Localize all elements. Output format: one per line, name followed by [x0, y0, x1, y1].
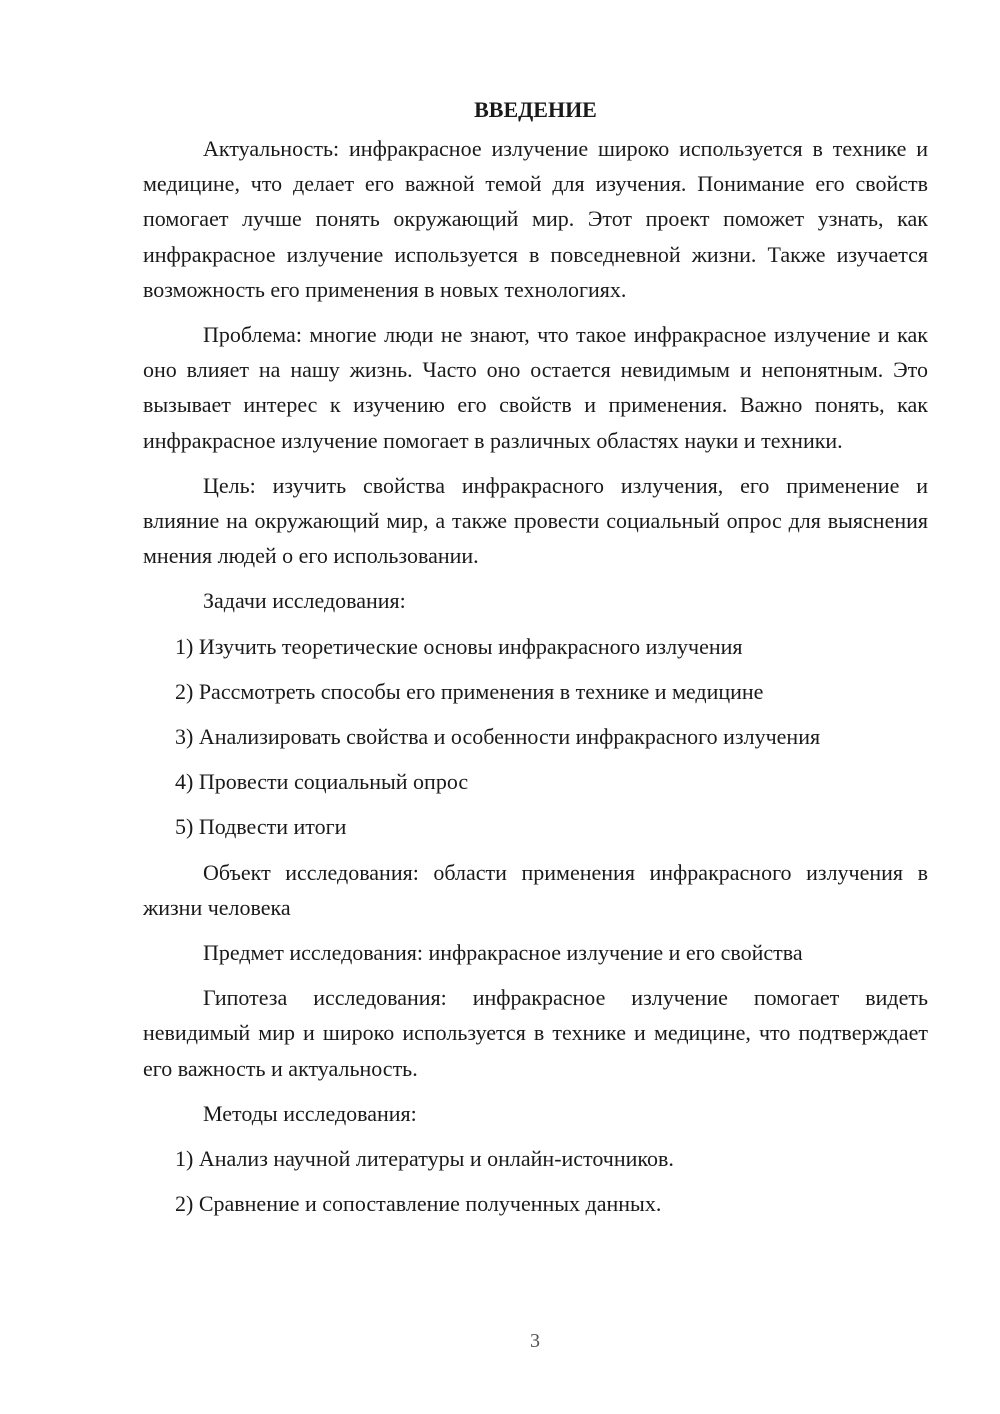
task-item: 5) Подвести итоги — [175, 814, 347, 840]
task-item: 3) Анализировать свойства и особенности инфракрасного излучения — [175, 724, 821, 750]
tasks-list — [143, 629, 928, 845]
method-item: 2) Сравнение и сопоставление полученных данных. — [175, 1191, 662, 1217]
task-item: 2) Рассмотреть способы его применения в технике и медицине — [175, 678, 764, 704]
page-number: 3 — [530, 1330, 540, 1352]
method-item: 1) Анализ научной литературы и онлайн-источников. — [175, 1146, 674, 1172]
page-content — [143, 92, 928, 1231]
problem-paragraph: Проблема: многие люди не знают, что такое инфракрасное излучение и как оно влияет на нашу жизнь. Часто оно остается невидимым и непонятным. Это вызывает интерес к изучению его свойств и применения. Важно понять, как инфракрасное излучение помогает в различных областях науки и техники. — [143, 322, 928, 453]
object-paragraph: Объект исследования: области применения инфракрасного излучения в жизни человека — [143, 859, 928, 920]
task-item: 4) Провести социальный опрос — [175, 769, 469, 795]
section-title: ВВЕДЕНИЕ — [474, 97, 597, 122]
methods-list — [143, 1141, 928, 1221]
hypothesis-paragraph: Гипотеза исследования: инфракрасное излучение помогает видеть невидимый мир и широко используется в технике и медицине, что подтверждает его важность и актуальность. — [143, 985, 928, 1081]
goal-paragraph: Цель: изучить свойства инфракрасного излучения, его применение и влияние на окружающий мир, а также провести социальный опрос для выяснения мнения людей о его использовании. — [143, 472, 928, 569]
relevance-paragraph: Актуальность: инфракрасное излучение широко используется в технике и медицине, что делает его важной темой для изучения. Понимание его свойств помогает лучше понять окружающий мир. Этот проект поможет узнать, как инфракрасное излучение используется в повседневной жизни. Также изучается возможность его применения в новых технологиях. — [143, 136, 928, 302]
methods-heading: Методы исследования: — [203, 1100, 417, 1126]
subject-paragraph: Предмет исследования: инфракрасное излучение и его свойства — [203, 940, 803, 966]
task-item: 1) Изучить теоретические основы инфракрасного излучения — [175, 633, 743, 659]
tasks-heading: Задачи исследования: — [203, 588, 406, 614]
